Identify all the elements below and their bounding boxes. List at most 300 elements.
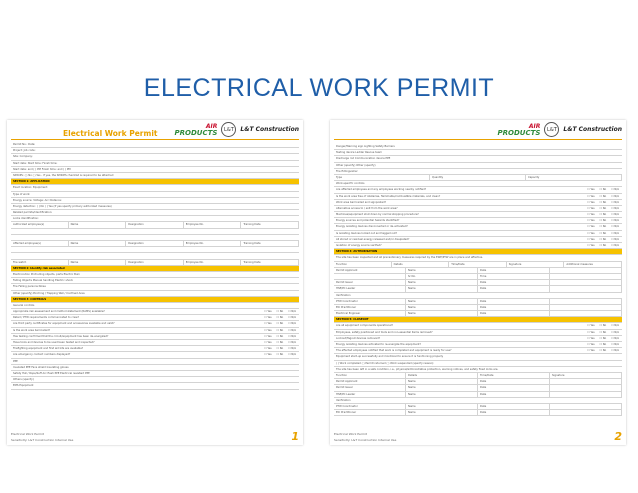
checkbox-option[interactable] <box>600 348 607 353</box>
checkbox-option[interactable] <box>611 243 619 248</box>
checkbox-option[interactable] <box>611 212 619 217</box>
checkbox-label: No <box>602 231 607 235</box>
checkbox-label: No <box>602 194 607 198</box>
checkbox-icon: ☐ <box>587 349 591 353</box>
checkbox-icon: ☐ <box>288 353 292 357</box>
checkbox-option[interactable] <box>611 336 619 341</box>
form-cell: EIC Practitioner <box>334 305 406 310</box>
form-row-text: SECTION 1: APPLICATION <box>13 180 50 184</box>
checkbox-icon: ☐ <box>288 341 292 344</box>
form-row-text: Appropriate risk assessment and method statement (RAMS) available? <box>13 310 105 314</box>
form-cell: Date <box>478 268 550 273</box>
checkbox-options <box>585 224 622 229</box>
checkbox-option[interactable] <box>587 243 594 248</box>
checkbox-option[interactable] <box>264 321 271 326</box>
page-number: 1 <box>291 430 299 443</box>
checkbox-icon: ☐ <box>288 347 292 351</box>
checkbox-label: Yes <box>590 231 595 235</box>
checkbox-option[interactable] <box>288 309 296 314</box>
checkbox-option[interactable] <box>611 187 619 192</box>
checkbox-label: N/A <box>614 231 619 235</box>
checkbox-icon: ☐ <box>587 200 591 204</box>
checkbox-label: N/A <box>291 310 296 314</box>
form-row-text: Site: Company: <box>13 155 33 159</box>
checkbox-label: No <box>602 200 607 204</box>
form-row-text: Electrocution Protruding objects, parts Electric Burn <box>13 272 81 276</box>
form-row-text: ( ) Work completed ( ) Permit returned ( ) Work suspended (specify reason): <box>336 361 435 365</box>
checkbox-label: No <box>602 213 607 217</box>
form-cell: Training Date <box>241 260 299 265</box>
checkbox-icon: ☐ <box>599 188 603 192</box>
checkbox-option[interactable] <box>600 237 607 242</box>
form-row-text: Fire Falling persons Noise <box>13 285 46 289</box>
form-cell: Function <box>334 373 406 378</box>
checkbox-label: Yes <box>590 188 595 192</box>
checkbox-label: No <box>602 336 607 340</box>
form-row-text: SIMOPS: ( ) No ( ) Yes - If yes, the SIMOPS checklist is required to be attached <box>13 173 114 177</box>
form-row-text: Start date: and ( ) PM Finish time: and ( ) PM <box>13 167 71 171</box>
checkbox-option[interactable] <box>264 346 271 351</box>
checkbox-label: N/A <box>291 347 296 351</box>
checkbox-option[interactable] <box>277 340 284 345</box>
form-cell: Authorized employee(s) <box>11 222 69 227</box>
lt-construction-logo: L&T Construction <box>563 126 622 133</box>
checkbox-options <box>585 342 622 347</box>
form-row-text: Project: Job code: <box>13 149 36 153</box>
form-cell: Affected employee(s) <box>11 241 69 246</box>
checkbox-option[interactable] <box>587 224 594 229</box>
checkbox-option[interactable] <box>600 200 607 205</box>
checkbox-icon: ☐ <box>276 341 280 344</box>
checkbox-option[interactable] <box>288 321 296 326</box>
checkbox-option[interactable] <box>611 348 619 353</box>
checkbox-label: N/A <box>614 219 619 223</box>
checkbox-option[interactable] <box>288 346 296 351</box>
checkbox-option[interactable] <box>587 200 594 205</box>
checkbox-label: N/A <box>614 324 619 328</box>
checkbox-option[interactable] <box>288 352 296 357</box>
form-cell <box>550 280 622 285</box>
checkbox-label: No <box>279 347 284 351</box>
form-cell: Designation <box>126 260 184 265</box>
checkbox-option[interactable] <box>288 315 296 320</box>
checkbox-options <box>262 334 299 339</box>
form-cell: Name <box>69 260 127 265</box>
checkbox-label: N/A <box>614 225 619 229</box>
title-rule <box>11 139 299 140</box>
page-footer <box>334 432 622 442</box>
form-cell: Time/Date <box>449 262 507 267</box>
checkbox-icon: ☐ <box>599 225 603 229</box>
form-row-text: Energy isolating devices activated to re-energize the equipment? <box>336 343 421 346</box>
checkbox-label: Yes <box>267 328 272 332</box>
checkbox-icon: ☐ <box>587 231 591 235</box>
form-cell: Permit Issuer <box>334 385 406 390</box>
form-row-text <box>11 235 13 240</box>
checkbox-icon: ☐ <box>599 349 603 353</box>
form-row-text <box>11 247 13 252</box>
checkbox-option[interactable] <box>611 231 619 236</box>
form-cell: Designation <box>126 222 184 227</box>
checkbox-option[interactable] <box>277 309 284 314</box>
checkbox-label: Yes <box>267 310 272 314</box>
form-row-text: The affected employees notified that work is completed and equipment is ready for use? <box>336 349 452 353</box>
checkbox-label: Yes <box>590 336 595 340</box>
lt-logo-icon: L&T <box>544 122 559 137</box>
checkbox-option[interactable] <box>611 224 619 229</box>
checkbox-label: Yes <box>590 324 595 328</box>
checkbox-options <box>585 348 622 353</box>
checkbox-icon: ☐ <box>288 322 292 326</box>
form-cell: Training Date <box>241 222 299 227</box>
checkbox-label: N/A <box>614 244 619 247</box>
checkbox-label: No <box>279 334 284 338</box>
form-cell: Name <box>406 280 478 285</box>
form-row-text: SECTION 2: Identify risk associated <box>13 266 65 270</box>
form-row-text: Are affected employees and any employees working nearby notified? <box>336 188 427 192</box>
form-row-text: Related permits/identification: <box>13 211 53 215</box>
form-cell <box>550 404 622 409</box>
checkbox-icon: ☐ <box>611 324 615 328</box>
form-cell: Permit Applicant <box>334 268 406 273</box>
form-row-text: PPE <box>13 359 18 363</box>
form-row-text: Type of work: <box>13 192 31 196</box>
form-cell <box>550 286 622 291</box>
form-row-text: Verification <box>336 398 351 402</box>
checkbox-label: No <box>602 206 607 210</box>
checkbox-label: Yes <box>590 225 595 229</box>
form-row-text <box>11 229 13 234</box>
checkbox-icon: ☐ <box>611 194 615 198</box>
form-cell: Date <box>478 379 550 384</box>
checkbox-icon: ☐ <box>599 213 603 217</box>
form-row-text: SECTION 5: CLOSEOUT <box>336 318 369 322</box>
checkbox-icon: ☐ <box>587 194 591 198</box>
checkbox-option[interactable] <box>288 340 296 345</box>
form-cell: Name <box>406 268 478 273</box>
checkbox-option[interactable] <box>611 206 619 211</box>
form-cell: Name <box>406 379 478 384</box>
checkbox-option[interactable] <box>611 194 619 199</box>
form-cell: HSE/PC Leader <box>334 392 406 397</box>
checkbox-label: N/A <box>614 237 619 241</box>
form-row-text: Others (specify) <box>13 378 34 382</box>
checkbox-label: No <box>279 316 284 320</box>
lt-construction-logo: L&T Construction <box>240 126 299 133</box>
checkbox-options <box>262 315 299 320</box>
checkbox-option[interactable] <box>600 336 607 341</box>
checkbox-option[interactable] <box>587 206 594 211</box>
form-cell: Date <box>478 311 550 316</box>
form-row-text: Employees, safety positioned and tools and non-essential items removed? <box>336 330 433 334</box>
checkbox-icon: ☐ <box>611 343 615 346</box>
checkbox-icon: ☐ <box>587 324 591 328</box>
form-cell: Employee No. <box>184 260 242 265</box>
form-cell <box>334 274 406 279</box>
checkbox-options <box>585 194 622 199</box>
checkbox-icon: ☐ <box>587 206 591 210</box>
checkbox-option[interactable] <box>600 194 607 199</box>
checkbox-label: Yes <box>590 200 595 204</box>
form-row-text: Equipment start-up successfully and monitored to ensure it is functioning properly <box>336 355 444 359</box>
logos <box>497 122 622 137</box>
form-cell: EIC Practitioner <box>334 410 406 415</box>
checkbox-label: Yes <box>590 349 595 353</box>
checkbox-label: N/A <box>614 200 619 204</box>
checkbox-icon: ☐ <box>599 219 603 223</box>
footer-note: Sensitivity: L&T Construction Internal Use <box>11 438 74 442</box>
form-row-text: Has testing confirmed that the circuit/equipment has been de-energized? <box>13 334 109 338</box>
checkbox-options <box>585 237 622 242</box>
checkbox-options <box>585 187 622 192</box>
checkbox-option[interactable] <box>264 334 271 339</box>
footer-note: Sensitivity: L&T Construction Internal Use <box>334 438 397 442</box>
form-cell <box>550 268 622 273</box>
form-row-text: Other (specify) Pinching / Trapping Wet / Confined Area <box>13 291 85 295</box>
form-row-text: The site has been left in a safe condition, i.e., physical/administrative protection, warning notices, and safety fixed locks are. <box>336 367 499 371</box>
checkbox-options <box>585 200 622 205</box>
checkbox-option[interactable] <box>587 336 594 341</box>
form-cell: Date <box>478 392 550 397</box>
checkbox-option[interactable] <box>600 323 607 328</box>
form-row-text: Are all equipment components operational? <box>336 324 393 328</box>
checkbox-option[interactable] <box>600 187 607 192</box>
form-row-text: Are third party certificates for equipment and accessories available and valid? <box>13 322 115 326</box>
checkbox-option[interactable] <box>587 231 594 236</box>
checkbox-icon: ☐ <box>611 231 615 235</box>
air-products-logo: AIR PRODUCTS <box>174 122 218 137</box>
checkbox-icon: ☐ <box>276 316 280 320</box>
checkbox-label: N/A <box>291 322 296 326</box>
checkbox-label: Yes <box>267 347 272 351</box>
logos <box>174 122 299 137</box>
form-cell: HSE/PC Leader <box>334 286 406 291</box>
form-cell: Fire watch <box>11 260 69 265</box>
checkbox-option[interactable] <box>600 212 607 217</box>
checkbox-option[interactable] <box>587 348 594 353</box>
form-row-text: Alternative access to / exit from the work area? <box>336 206 398 210</box>
form-row-text: Locks identification: <box>13 217 39 221</box>
form-row-text: Isolation of energy source verified? <box>336 244 382 247</box>
form-cell: Training Date <box>241 241 299 246</box>
form-cell: Name <box>406 286 478 291</box>
form-cell: Name <box>406 385 478 390</box>
checkbox-label: N/A <box>614 206 619 210</box>
checkbox-icon: ☐ <box>587 213 591 217</box>
checkbox-option[interactable] <box>600 218 607 223</box>
checkbox-icon: ☐ <box>587 244 591 247</box>
checkbox-option[interactable] <box>587 330 594 335</box>
checkbox-label: No <box>602 349 607 353</box>
form-cell: Name <box>406 311 478 316</box>
form-cell: Name <box>69 241 127 246</box>
checkbox-icon: ☐ <box>288 310 292 314</box>
checkbox-option[interactable] <box>600 231 607 236</box>
checkbox-icon: ☐ <box>264 347 268 351</box>
form-row-text: Insulated PPE Face shield Insulating gloves <box>13 365 69 369</box>
checkbox-option[interactable] <box>611 342 619 347</box>
form-title: Electrical Work Permit <box>63 129 158 138</box>
form-row-text: Discharge rod Communication device PPE <box>336 157 391 161</box>
checkbox-option[interactable] <box>600 330 607 335</box>
form-cell: Employee No. <box>184 222 242 227</box>
checkbox-label: No <box>279 322 284 326</box>
form-cell: Additional measures <box>564 262 622 267</box>
form-row-text: Energy detection: ( ) No ( ) Yes (If yes specify primary authorized measures) <box>13 204 112 208</box>
form-row-text: Machines/equipment shut down by normal stopping procedure? <box>336 213 419 217</box>
checkbox-option[interactable] <box>587 323 594 328</box>
form-cell: Type <box>334 175 430 180</box>
checkbox-icon: ☐ <box>611 213 615 217</box>
checkbox-option[interactable] <box>587 194 594 199</box>
form-rows <box>11 142 299 390</box>
checkbox-option[interactable] <box>277 315 284 320</box>
page-footer <box>11 432 299 442</box>
form-row-text: General controls <box>13 303 35 307</box>
checkbox-options <box>262 309 299 314</box>
checkbox-options <box>585 206 622 211</box>
checkbox-option[interactable] <box>600 224 607 229</box>
form-row <box>11 383 299 389</box>
title-rule <box>334 139 622 140</box>
checkbox-icon: ☐ <box>599 336 603 340</box>
checkbox-icon: ☐ <box>599 330 603 334</box>
footer-title: Electrical Work Permit <box>334 432 367 436</box>
checkbox-options <box>585 336 622 341</box>
checkbox-option[interactable] <box>611 218 619 223</box>
form-cell: Function <box>334 262 392 267</box>
form-row-text: Energy source: Voltage: Arc Distance: <box>13 198 62 202</box>
form-row-text: Work area barricaded and signposted? <box>336 200 387 204</box>
form-cell: Capacity <box>526 175 622 180</box>
checkbox-option[interactable] <box>277 352 284 357</box>
checkbox-icon: ☐ <box>599 324 603 328</box>
checkbox-option[interactable] <box>587 187 594 192</box>
checkbox-label: Yes <box>267 353 272 357</box>
checkbox-option[interactable] <box>288 334 296 339</box>
form-cell: Sr No. <box>406 274 478 279</box>
form-row-text: Rated / PTW requirements communicated to crew? <box>13 316 79 320</box>
checkbox-label: Yes <box>267 316 272 320</box>
form-row-text: Safety Hat / Rope/Suff Arc flash PPE Electrical resistant PPE <box>13 371 90 375</box>
form-row-text: Is the work area free of obstacles, flammable/combustible materials, and clean? <box>336 194 441 198</box>
checkbox-options <box>585 323 622 328</box>
checkbox-option[interactable] <box>264 309 271 314</box>
checkbox-icon: ☐ <box>264 353 268 357</box>
checkbox-option[interactable] <box>264 352 271 357</box>
checkbox-icon: ☐ <box>611 200 615 204</box>
form-cell <box>550 385 622 390</box>
checkbox-label: N/A <box>614 343 619 346</box>
checkbox-option[interactable] <box>587 212 594 217</box>
form-row-text: Lockout/Tagout devices removed? <box>336 336 380 340</box>
checkbox-label: No <box>602 188 607 192</box>
page-number: 2 <box>614 430 622 443</box>
checkbox-label: No <box>279 353 284 357</box>
checkbox-option[interactable] <box>277 334 284 339</box>
checkbox-option[interactable] <box>264 328 271 333</box>
form-cell <box>550 392 622 397</box>
checkbox-label: No <box>602 219 607 223</box>
form-row-text: Is the work area barricaded? <box>13 328 51 332</box>
checkbox-option[interactable] <box>264 315 271 320</box>
permit-page-1 <box>7 120 303 445</box>
checkbox-option[interactable] <box>587 218 594 223</box>
checkbox-option[interactable] <box>277 321 284 326</box>
checkbox-option[interactable] <box>600 206 607 211</box>
checkbox-icon: ☐ <box>587 330 591 334</box>
form-cell: Name <box>406 299 478 304</box>
checkbox-option[interactable] <box>611 237 619 242</box>
form-cell <box>550 410 622 415</box>
checkbox-label: N/A <box>291 328 296 332</box>
checkbox-icon: ☐ <box>264 334 268 338</box>
form-cell: PTW Coordinator <box>334 404 406 409</box>
checkbox-icon: ☐ <box>276 334 280 338</box>
checkbox-option[interactable] <box>600 243 607 248</box>
checkbox-option[interactable] <box>264 340 271 345</box>
checkbox-option[interactable] <box>587 342 594 347</box>
checkbox-options <box>262 328 299 333</box>
form-row-text: Start date: Start time: Finish time: <box>13 161 58 165</box>
form-cell: Quantity <box>430 175 526 180</box>
checkbox-option[interactable] <box>611 330 619 335</box>
checkbox-icon: ☐ <box>599 237 603 241</box>
footer-title: Electrical Work Permit <box>11 432 44 436</box>
checkbox-label: No <box>602 237 607 241</box>
checkbox-icon: ☐ <box>599 194 603 198</box>
checkbox-label: No <box>602 244 607 247</box>
checkbox-label: N/A <box>291 341 296 344</box>
form-row-text: SECTION 3: CONTROLS <box>13 297 47 301</box>
checkbox-options <box>585 330 622 335</box>
form-cell: Details <box>392 262 450 267</box>
checkbox-label: No <box>602 225 607 229</box>
checkbox-label: N/A <box>614 194 619 198</box>
form-row-text: Fire Extinguisher <box>336 169 358 173</box>
checkbox-option[interactable] <box>288 328 296 333</box>
checkbox-option[interactable] <box>600 342 607 347</box>
checkbox-option[interactable] <box>587 237 594 242</box>
form-cell: Details <box>406 373 478 378</box>
checkbox-label: No <box>279 341 284 344</box>
checkbox-options <box>585 218 622 223</box>
checkbox-option[interactable] <box>611 200 619 205</box>
checkbox-option[interactable] <box>277 346 284 351</box>
form-cell: Name <box>406 404 478 409</box>
checkbox-icon: ☐ <box>611 336 615 340</box>
checkbox-label: No <box>279 310 284 314</box>
form-cell: Time <box>478 274 550 279</box>
checkbox-icon: ☐ <box>288 328 292 332</box>
form-cell: Date <box>478 404 550 409</box>
form-cell: Name <box>69 222 127 227</box>
form-cell <box>550 305 622 310</box>
checkbox-icon: ☐ <box>276 322 280 326</box>
form-cell: Signature <box>550 373 622 378</box>
form-cell <box>550 379 622 384</box>
checkbox-option[interactable] <box>611 323 619 328</box>
checkbox-icon: ☐ <box>288 334 292 338</box>
permit-page-2 <box>330 120 626 445</box>
form-cell <box>550 299 622 304</box>
checkbox-label: Yes <box>590 206 595 210</box>
form-cell: Date <box>478 280 550 285</box>
form-row-text: Energy sources and potential hazards identified? <box>336 219 400 223</box>
form-row-text: SECTION 4: AUTHORISATION <box>336 250 378 254</box>
checkbox-icon: ☐ <box>264 316 268 320</box>
checkbox-option[interactable] <box>277 328 284 333</box>
